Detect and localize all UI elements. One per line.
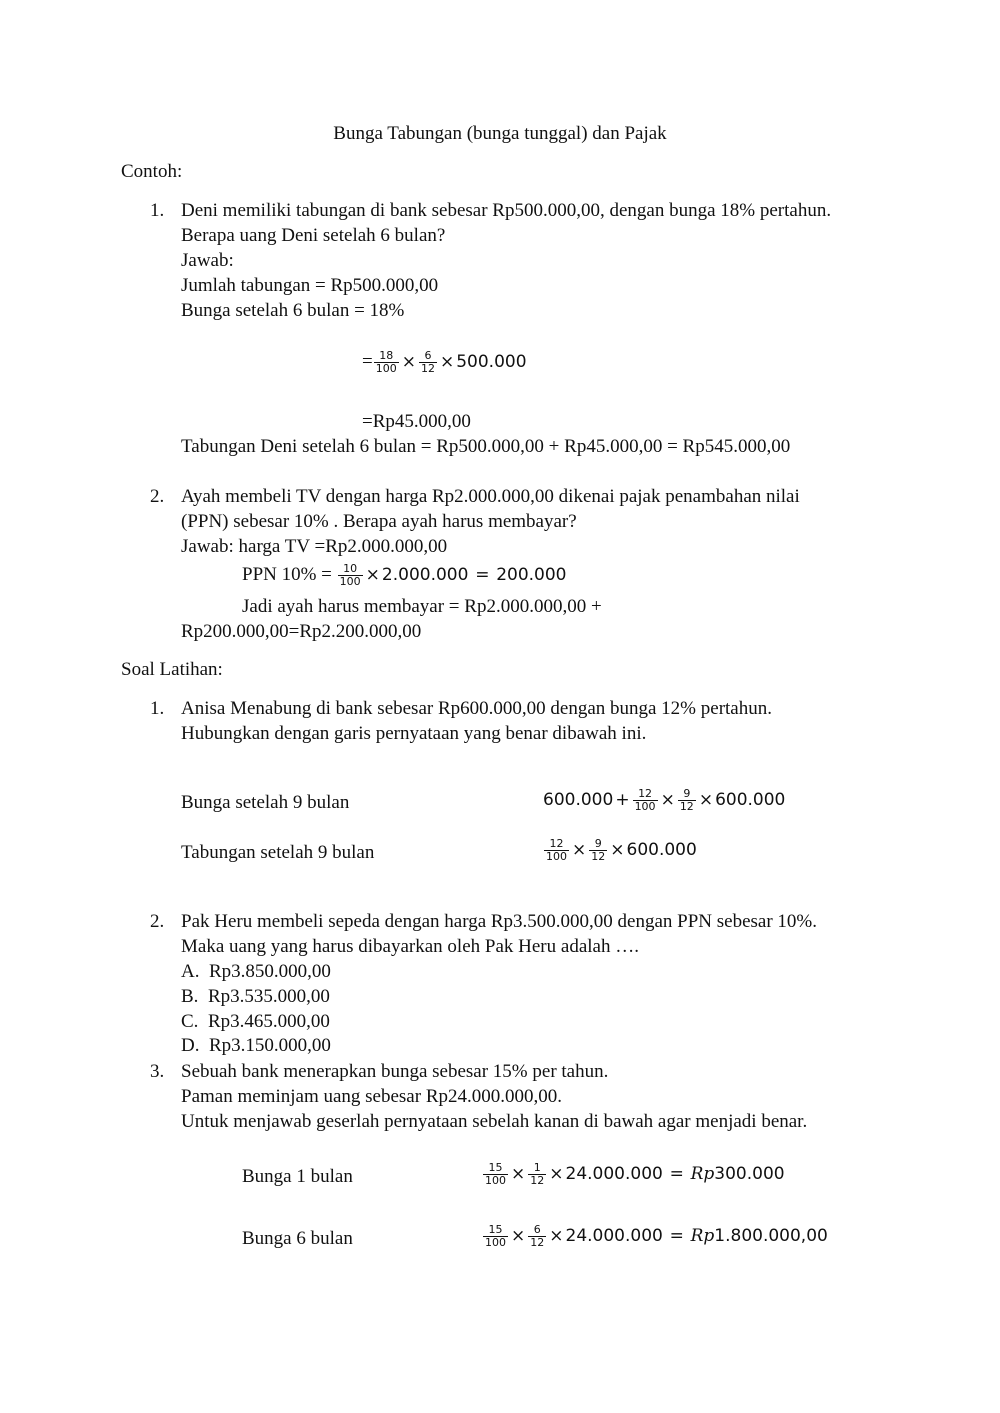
- q2-line1: Pak Heru membeli sepeda dengan harga Rp3.500.000,00 dengan PPN sebesar 10%.: [181, 911, 818, 932]
- q1-left-statement-2[interactable]: Tabungan setelah 9 bulan: [181, 842, 375, 863]
- ex2-jadi: Jadi ayah harus membayar = Rp2.000.000,00 +: [242, 596, 602, 617]
- q3-number: 3.: [150, 1061, 165, 1082]
- q2-option-c[interactable]: C. Rp3.465.000,00: [181, 1011, 330, 1032]
- contoh-heading: Contoh:: [121, 161, 183, 182]
- ex1-result: =Rp45.000,00: [362, 411, 471, 432]
- ex1-line1: Deni memiliki tabungan di bank sebesar Rp500.000,00, dengan bunga 18% pertahun.: [181, 200, 832, 221]
- q1-left-statement-1[interactable]: Bunga setelah 9 bulan: [181, 792, 350, 813]
- q3-left-statement-2: Bunga 6 bulan: [242, 1228, 353, 1249]
- eq-sign: =: [362, 351, 373, 372]
- q2-number: 2.: [150, 911, 165, 932]
- fraction: $\frac{1}{12}$: [530, 1161, 545, 1188]
- ex2-jawab: Jawab: harga TV =Rp2.000.000,00: [181, 536, 448, 557]
- fraction: $\frac{12}{100}$: [546, 837, 567, 864]
- ex1-number: 1.: [150, 200, 165, 221]
- q3-left-statement-1: Bunga 1 bulan: [242, 1166, 353, 1187]
- q3-line1: Sebuah bank menerapkan bunga sebesar 15% per tahun.: [181, 1061, 609, 1082]
- ex1-bunga: Bunga setelah 6 bulan = 18%: [181, 300, 405, 321]
- q1-number: 1.: [150, 698, 165, 719]
- ex1-formula: = $\frac{18}{100}$ × $\frac{6}{12}$ × 500.000: [362, 349, 527, 376]
- q3-line2: Paman meminjam uang sebesar Rp24.000.000,00.: [181, 1086, 562, 1107]
- q1-line1: Anisa Menabung di bank sebesar Rp600.000,00 dengan bunga 12% pertahun.: [181, 698, 772, 719]
- soal-heading: Soal Latihan:: [121, 659, 223, 680]
- q2-option-a[interactable]: A. Rp3.850.000,00: [181, 961, 331, 982]
- ex2-final: Rp200.000,00=Rp2.200.000,00: [181, 621, 422, 642]
- q1-right-expression-2[interactable]: $\frac{12}{100}$ × $\frac{9}{12}$ × 600.000: [546, 837, 697, 864]
- ex1-jawab: Jawab:: [181, 250, 234, 271]
- fraction: $\frac{15}{100}$: [485, 1161, 506, 1188]
- ex2-line2: (PPN) sebesar 10% . Berapa ayah harus membayar?: [181, 511, 577, 532]
- q3-right-expression-2[interactable]: $\frac{15}{100}$ × $\frac{6}{12}$ × 24.000.000 = Rp1.800.000,00: [485, 1223, 828, 1250]
- q3-right-expression-1[interactable]: $\frac{15}{100}$ × $\frac{1}{12}$ × 24.000.000 = Rp300.000: [485, 1161, 785, 1188]
- ex1-line2: Berapa uang Deni setelah 6 bulan?: [181, 225, 446, 246]
- fraction: $\frac{9}{12}$: [679, 787, 694, 814]
- q2-option-d[interactable]: D. Rp3.150.000,00: [181, 1035, 331, 1056]
- q2-line2: Maka uang yang harus dibayarkan oleh Pak Heru adalah ….: [181, 936, 639, 957]
- ex1-jumlah: Jumlah tabungan = Rp500.000,00: [181, 275, 439, 296]
- q1-right-expression-1[interactable]: 600.000 + $\frac{12}{100}$ × $\frac{9}{12}$ × 600.000: [543, 787, 786, 814]
- fraction: $\frac{12}{100}$: [634, 787, 656, 814]
- fraction: $\frac{6}{12}$: [530, 1223, 545, 1250]
- q1-line2: Hubungkan dengan garis pernyataan yang benar dibawah ini.: [181, 723, 647, 744]
- ex1-final: Tabungan Deni setelah 6 bulan = Rp500.000,00 + Rp45.000,00 = Rp545.000,00: [181, 436, 791, 457]
- page-title: Bunga Tabungan (bunga tunggal) dan Pajak: [333, 123, 667, 144]
- q3-line3: Untuk menjawab geserlah pernyataan sebelah kanan di bawah agar menjadi benar.: [181, 1111, 808, 1132]
- fraction: $\frac{15}{100}$: [485, 1223, 506, 1250]
- fraction: $\frac{9}{12}$: [591, 837, 606, 864]
- fraction: $\frac{18}{100}$: [375, 349, 397, 376]
- fraction: $\frac{6}{12}$: [420, 349, 435, 376]
- fraction: $\frac{10}{100}$: [339, 562, 361, 589]
- ex2-line1: Ayah membeli TV dengan harga Rp2.000.000,00 dikenai pajak penambahan nilai: [181, 486, 800, 507]
- q2-option-b[interactable]: B. Rp3.535.000,00: [181, 986, 330, 1007]
- ex2-number: 2.: [150, 486, 165, 507]
- ex2-ppn-formula: PPN 10% = $\frac{10}{100}$ × 2.000.000 = 200.000: [242, 562, 567, 589]
